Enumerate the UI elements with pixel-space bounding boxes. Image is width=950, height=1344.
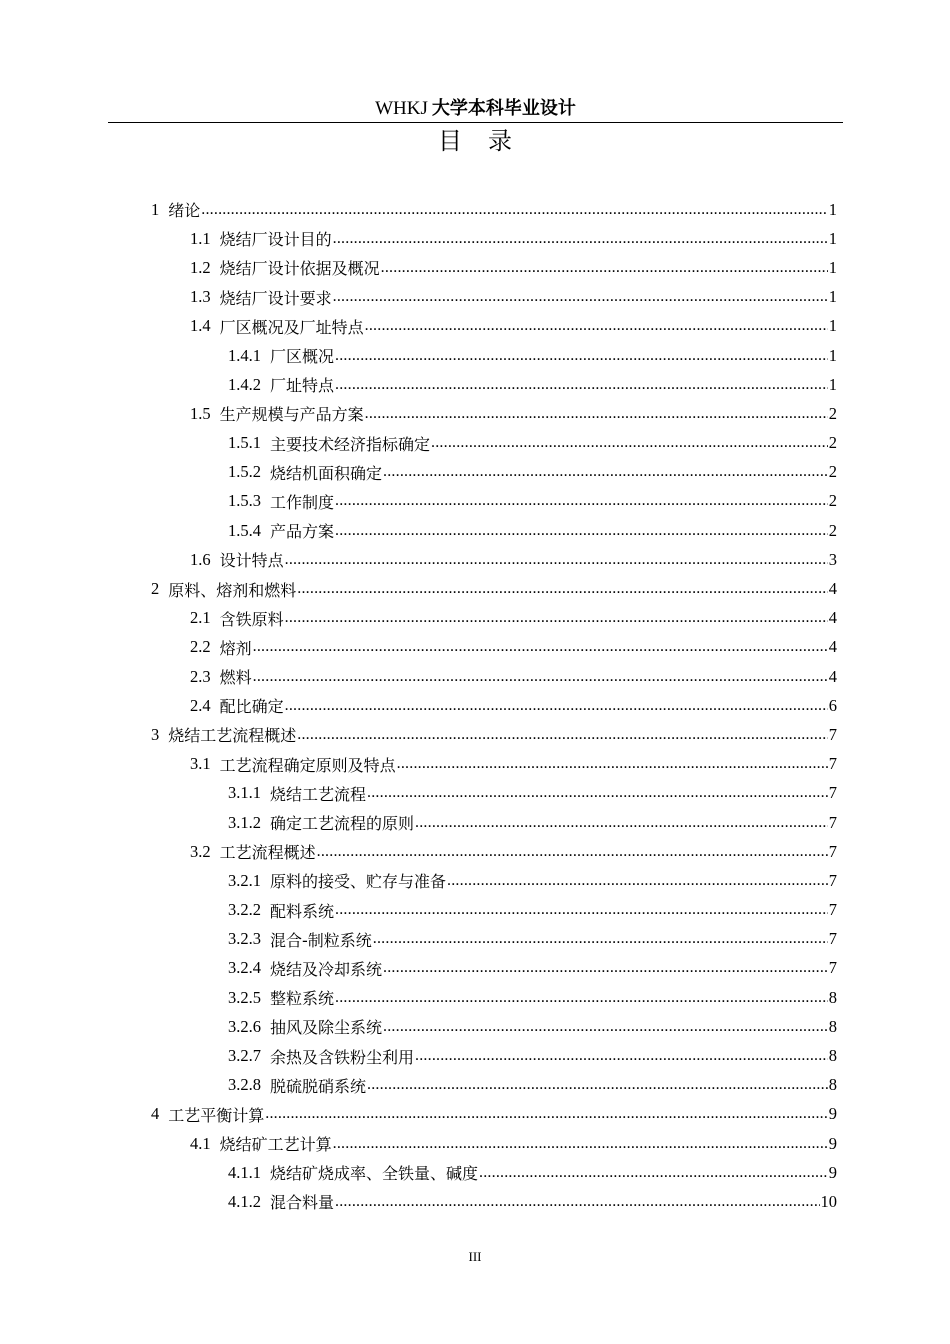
toc-leader-dots — [381, 259, 828, 277]
toc-entry[interactable] — [0, 399, 950, 428]
toc-entry-page: 1 — [828, 345, 837, 365]
toc-entry[interactable] — [0, 954, 950, 983]
toc-entry[interactable] — [0, 983, 950, 1012]
toc-entry-page: 4 — [828, 637, 837, 657]
table-of-contents — [0, 195, 950, 1217]
toc-entry[interactable] — [0, 808, 950, 837]
toc-entry[interactable] — [0, 1012, 950, 1041]
toc-leader-dots — [383, 1018, 828, 1036]
toc-entry-title: 配料系统 — [270, 901, 335, 921]
toc-entry-page: 7 — [828, 812, 837, 832]
toc-leader-dots — [335, 376, 828, 394]
toc-entry-page: 9 — [828, 1104, 837, 1124]
toc-entry-page: 7 — [828, 870, 837, 890]
toc-entry-title: 确定工艺流程的原则 — [270, 814, 415, 834]
toc-leader-dots — [447, 872, 828, 890]
toc-entry-title: 绪论 — [168, 201, 201, 221]
toc-entry-title: 原料、熔剂和燃料 — [168, 580, 297, 600]
toc-entry-title: 余热及含铁粉尘利用 — [270, 1047, 415, 1067]
toc-entry[interactable] — [0, 458, 950, 487]
toc-entry[interactable] — [0, 195, 950, 224]
running-header — [108, 96, 843, 123]
page-number: III — [468, 1249, 482, 1264]
toc-entry[interactable] — [0, 633, 950, 662]
toc-entry-number: 1.4.2 — [228, 374, 261, 394]
toc-leader-dots — [367, 1076, 828, 1094]
toc-entry[interactable] — [0, 750, 950, 779]
toc-entry[interactable] — [0, 837, 950, 866]
toc-entry-page: 7 — [828, 841, 837, 861]
toc-leader-dots — [285, 697, 828, 715]
toc-entry[interactable] — [0, 925, 950, 954]
toc-entry-number: 3.2 — [190, 841, 211, 861]
toc-entry-title: 烧结厂设计目的 — [219, 230, 332, 250]
toc-entry-page: 7 — [828, 900, 837, 920]
toc-entry-number: 3.1 — [190, 754, 211, 774]
toc-entry-number: 4.1.2 — [228, 1191, 261, 1211]
toc-entry-page: 1 — [828, 316, 837, 336]
toc-entry-title: 烧结工艺流程 — [270, 784, 367, 804]
toc-entry-number: 2.3 — [190, 666, 211, 686]
toc-leader-dots — [297, 580, 827, 598]
toc-entry-number: 1.3 — [190, 287, 211, 307]
toc-entry-title: 熔剂 — [219, 638, 252, 658]
toc-entry-page: 2 — [828, 403, 837, 423]
toc-leader-dots — [253, 668, 828, 686]
header-brand: WHKJ — [375, 98, 428, 119]
toc-entry-title: 燃料 — [219, 668, 252, 688]
toc-entry-title: 含铁原料 — [219, 609, 284, 629]
toc-entry-page: 2 — [828, 462, 837, 482]
toc-entry-number: 3.2.2 — [228, 900, 261, 920]
toc-entry-page: 3 — [828, 549, 837, 569]
toc-entry-number: 3.2.1 — [228, 870, 261, 890]
toc-leader-dots — [365, 317, 828, 335]
toc-entry-page: 1 — [828, 228, 837, 248]
toc-entry-page: 7 — [828, 724, 837, 744]
toc-entry-page: 10 — [820, 1191, 837, 1211]
toc-entry-page: 1 — [828, 374, 837, 394]
header-school: 大学本科毕业设计 — [431, 98, 576, 119]
toc-entry-title: 混合料量 — [270, 1193, 335, 1213]
toc-entry[interactable] — [0, 1129, 950, 1158]
toc-entry[interactable] — [0, 370, 950, 399]
toc-entry-page: 7 — [828, 754, 837, 774]
toc-entry-number: 3 — [151, 724, 160, 744]
toc-leader-dots — [265, 1105, 827, 1123]
toc-leader-dots — [415, 1047, 828, 1065]
toc-entry[interactable] — [0, 574, 950, 603]
toc-entry-page: 4 — [828, 666, 837, 686]
toc-leader-dots — [383, 959, 828, 977]
toc-entry[interactable] — [0, 516, 950, 545]
toc-leader-dots — [333, 1135, 828, 1153]
toc-leader-dots — [201, 201, 827, 219]
toc-entry-number: 2.2 — [190, 637, 211, 657]
toc-leader-dots — [335, 1193, 819, 1211]
toc-entry-number: 1.5 — [190, 403, 211, 423]
toc-entry-number: 4 — [151, 1104, 160, 1124]
toc-entry[interactable] — [0, 779, 950, 808]
toc-entry-title: 烧结工艺流程概述 — [168, 726, 297, 746]
toc-entry-number: 1.6 — [190, 549, 211, 569]
toc-entry-number: 1.5.2 — [228, 462, 261, 482]
toc-leader-dots — [253, 638, 828, 656]
toc-entry-number: 3.2.3 — [228, 929, 261, 949]
toc-entry-title: 抽风及除尘系统 — [270, 1018, 383, 1038]
toc-entry-title: 原料的接受、贮存与准备 — [270, 872, 447, 892]
toc-leader-dots — [479, 1164, 828, 1182]
toc-leader-dots — [373, 930, 828, 948]
toc-entry-title: 厂址特点 — [270, 376, 335, 396]
toc-leader-dots — [317, 843, 828, 861]
toc-entry-page: 4 — [828, 608, 837, 628]
toc-leader-dots — [335, 522, 828, 540]
toc-entry-number: 2 — [151, 579, 160, 599]
toc-entry-number: 2.1 — [190, 608, 211, 628]
toc-leader-dots — [367, 784, 828, 802]
toc-entry-title: 配比确定 — [219, 697, 284, 717]
toc-leader-dots — [431, 434, 828, 452]
toc-entry-title: 产品方案 — [270, 522, 335, 542]
toc-leader-dots — [333, 288, 828, 306]
toc-entry-number: 1.1 — [190, 228, 211, 248]
toc-leader-dots — [335, 347, 828, 365]
toc-entry-number: 3.2.8 — [228, 1075, 261, 1095]
toc-entry[interactable] — [0, 662, 950, 691]
toc-entry[interactable] — [0, 1187, 950, 1216]
toc-entry-page: 7 — [828, 783, 837, 803]
toc-entry[interactable] — [0, 1100, 950, 1129]
toc-leader-dots — [335, 901, 828, 919]
toc-entry-number: 1.5.3 — [228, 491, 261, 511]
toc-entry-title: 主要技术经济指标确定 — [270, 434, 431, 454]
toc-entry-page: 7 — [828, 929, 837, 949]
toc-entry-number: 1.5.1 — [228, 433, 261, 453]
toc-entry[interactable] — [0, 224, 950, 253]
toc-entry[interactable] — [0, 341, 950, 370]
toc-entry-title: 整粒系统 — [270, 989, 335, 1009]
toc-entry-page: 6 — [828, 695, 837, 715]
toc-leader-dots — [297, 726, 827, 744]
toc-entry[interactable] — [0, 720, 950, 749]
toc-entry-page: 1 — [828, 199, 837, 219]
toc-entry[interactable] — [0, 866, 950, 895]
toc-entry-page: 7 — [828, 958, 837, 978]
toc-entry-number: 1.2 — [190, 257, 211, 277]
toc-entry-number: 4.1.1 — [228, 1162, 261, 1182]
toc-leader-dots — [365, 405, 828, 423]
toc-entry-page: 2 — [828, 491, 837, 511]
toc-entry-page: 1 — [828, 287, 837, 307]
toc-entry-title: 工艺流程确定原则及特点 — [219, 755, 396, 775]
toc-entry-number: 1.5.4 — [228, 520, 261, 540]
toc-entry-number: 2.4 — [190, 695, 211, 715]
toc-entry-page: 9 — [828, 1162, 837, 1182]
toc-leader-dots — [397, 755, 828, 773]
toc-entry[interactable] — [0, 896, 950, 925]
toc-entry-number: 3.1.1 — [228, 783, 261, 803]
toc-entry-number: 1.4.1 — [228, 345, 261, 365]
toc-leader-dots — [335, 989, 828, 1007]
toc-leader-dots — [333, 230, 828, 248]
toc-entry-title: 烧结机面积确定 — [270, 463, 383, 483]
toc-entry[interactable] — [0, 1041, 950, 1070]
toc-entry-title: 生产规模与产品方案 — [219, 405, 364, 425]
toc-entry-page: 8 — [828, 1075, 837, 1095]
toc-entry-title: 工作制度 — [270, 492, 335, 512]
toc-entry-number: 1.4 — [190, 316, 211, 336]
toc-leader-dots — [285, 551, 828, 569]
toc-entry[interactable] — [0, 1158, 950, 1187]
toc-entry-title: 厂区概况 — [270, 347, 335, 367]
toc-leader-dots — [415, 814, 828, 832]
toc-entry[interactable] — [0, 1071, 950, 1100]
toc-entry-number: 4.1 — [190, 1133, 211, 1153]
toc-entry-title: 烧结及冷却系统 — [270, 959, 383, 979]
toc-entry[interactable] — [0, 253, 950, 282]
toc-entry-title: 烧结矿工艺计算 — [219, 1135, 332, 1155]
toc-entry[interactable] — [0, 691, 950, 720]
toc-entry[interactable] — [0, 283, 950, 312]
toc-entry-page: 1 — [828, 257, 837, 277]
toc-entry-title: 烧结厂设计要求 — [219, 288, 332, 308]
toc-entry-title: 工艺流程概述 — [219, 843, 316, 863]
toc-leader-dots — [285, 609, 828, 627]
toc-entry-page: 9 — [828, 1133, 837, 1153]
toc-entry-title: 脱硫脱硝系统 — [270, 1076, 367, 1096]
toc-entry[interactable] — [0, 312, 950, 341]
toc-entry-page: 2 — [828, 520, 837, 540]
toc-entry-number: 3.2.4 — [228, 958, 261, 978]
toc-entry-number: 3.2.6 — [228, 1016, 261, 1036]
toc-title: 目录 — [438, 127, 538, 155]
toc-entry-page: 8 — [828, 1016, 837, 1036]
toc-entry-page: 8 — [828, 987, 837, 1007]
toc-entry[interactable] — [0, 604, 950, 633]
toc-entry-title: 工艺平衡计算 — [168, 1105, 265, 1125]
toc-entry-number: 3.2.7 — [228, 1046, 261, 1066]
toc-entry-number: 1 — [151, 199, 160, 219]
toc-entry-page: 4 — [828, 579, 837, 599]
toc-entry[interactable] — [0, 429, 950, 458]
toc-leader-dots — [383, 463, 828, 481]
toc-entry-title: 烧结矿烧成率、全铁量、碱度 — [270, 1164, 479, 1184]
toc-entry[interactable] — [0, 487, 950, 516]
toc-entry-number: 3.2.5 — [228, 987, 261, 1007]
toc-entry-title: 设计特点 — [219, 551, 284, 571]
toc-entry[interactable] — [0, 545, 950, 574]
toc-entry-page: 8 — [828, 1046, 837, 1066]
toc-leader-dots — [335, 492, 828, 510]
toc-entry-page: 2 — [828, 433, 837, 453]
toc-entry-title: 混合-制粒系统 — [270, 930, 372, 950]
toc-entry-title: 厂区概况及厂址特点 — [219, 317, 364, 337]
toc-entry-title: 烧结厂设计依据及概况 — [219, 259, 380, 279]
toc-entry-number: 3.1.2 — [228, 812, 261, 832]
